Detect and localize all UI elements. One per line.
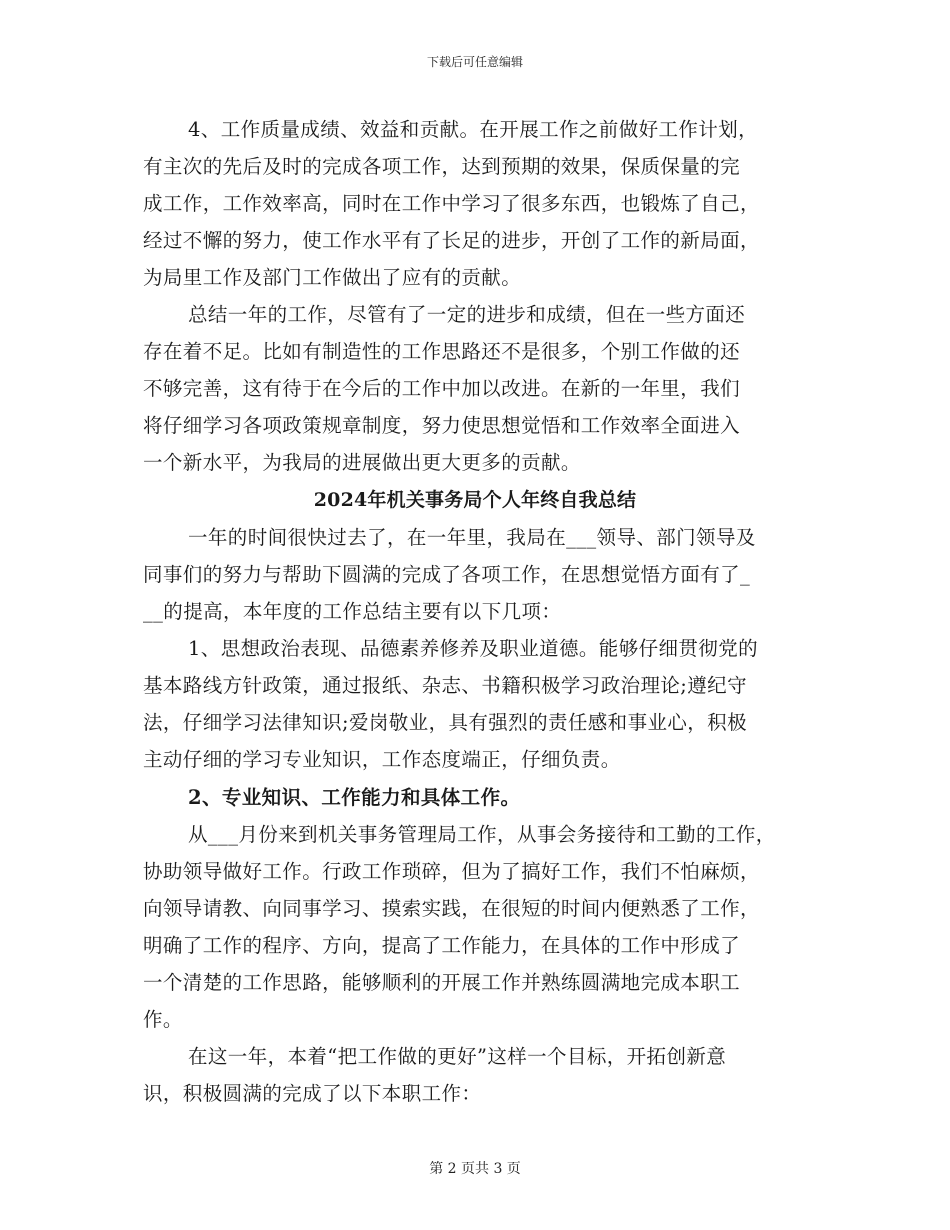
paragraph-line: 协助领导做好工作。行政工作琐碎，但为了搞好工作，我们不怕麻烦，: [143, 860, 760, 883]
paragraph-line: 明确了工作的程序、方向，提高了工作能力，在具体的工作中形成了: [143, 934, 741, 957]
paragraph-line: 1、思想政治表现、品德素养修养及职业道德。能够仔细贯彻党的: [188, 637, 759, 660]
paragraph-line: 从___月份来到机关事务管理局工作，从事会务接待和工勤的工作，: [188, 823, 776, 846]
paragraph-line: 在这一年，本着“把工作做的更好”这样一个目标，开拓创新意: [188, 1045, 727, 1068]
paragraph-line: 一年的时间很快过去了，在一年里，我局在___领导、部门领导及: [188, 526, 756, 549]
paragraph-line: 为局里工作及部门工作做出了应有的贡献。: [143, 266, 522, 289]
paragraph-line: 有主次的先后及时的完成各项工作，达到预期的效果，保质保量的完: [143, 155, 741, 178]
paragraph-line: 4、工作质量成绩、效益和贡献。在开展工作之前做好工作计划，: [188, 118, 759, 141]
section-title: 2024年机关事务局个人年终自我总结: [313, 489, 637, 511]
paragraph-line: 一个新水平，为我局的进展做出更大更多的贡献。: [143, 451, 581, 474]
paragraph-line: 识，积极圆满的完成了以下本职工作：: [143, 1082, 482, 1105]
paragraph-line: 法，仔细学习法律知识;爱岗敬业，具有强烈的责任感和事业心，积极: [143, 711, 747, 734]
paragraph-line: 总结一年的工作，尽管有了一定的进步和成绩，但在一些方面还: [188, 303, 746, 326]
paragraph-line: 主动仔细的学习专业知识，工作态度端正，仔细负责。: [143, 748, 621, 771]
paragraph-line: 成工作，工作效率高，同时在工作中学习了很多东西，也锻炼了自己，: [143, 192, 760, 215]
paragraph-line: 存在着不足。比如有制造性的工作思路还不是很多，个别工作做的还: [143, 340, 741, 363]
paragraph-line: 经过不懈的努力，使工作水平有了长足的进步，开创了工作的新局面，: [143, 229, 760, 252]
paragraph-line: __的提高，本年度的工作总结主要有以下几项：: [143, 600, 562, 623]
page-footer: 第 2 页共 3 页: [429, 1161, 521, 1177]
paragraph-line: 同事们的努力与帮助下圆满的完成了各项工作，在思想觉悟方面有了_: [143, 563, 751, 586]
paragraph-line: 将仔细学习各项政策规章制度，努力使思想觉悟和工作效率全面进入: [143, 414, 741, 437]
paragraph-line: 向领导请教、向同事学习、摸索实践，在很短的时间内便熟悉了工作，: [143, 897, 760, 920]
paragraph-line: 一个清楚的工作思路，能够顺利的开展工作并熟练圆满地完成本职工: [143, 971, 741, 994]
page-header: 下载后可任意编辑: [426, 55, 523, 69]
paragraph-line: 不够完善，这有待于在今后的工作中加以改进。在新的一年里，我们: [143, 377, 741, 400]
paragraph-line: 基本路线方针政策，通过报纸、杂志、书籍积极学习政治理论;遵纪守: [143, 674, 747, 697]
paragraph-line: 作。: [143, 1008, 183, 1031]
subheading: 2、专业知识、工作能力和具体工作。: [188, 786, 521, 809]
